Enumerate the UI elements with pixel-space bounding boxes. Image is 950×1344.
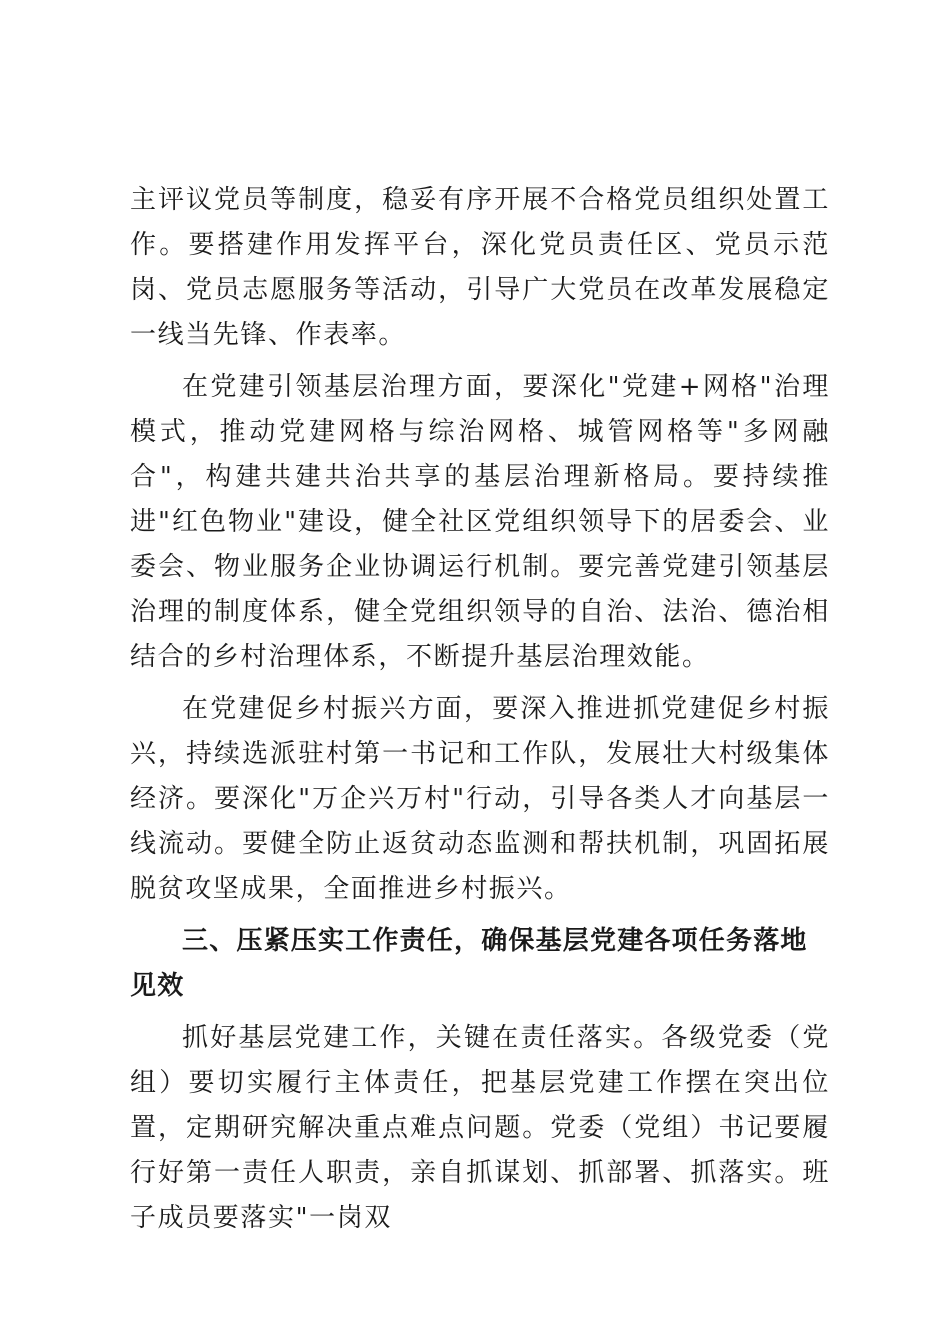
document-body [130, 178, 830, 1248]
section-heading: 三、压紧压实工作责任，确保基层党建各项任务落地见效 [130, 926, 808, 1001]
paragraph-responsibility: 抓好基层党建工作，关键在责任落实。各级党委（党组）要切实履行主体责任，把基层党建工作摆在突出位置，定期研究解决重点难点问题。党委（党组）书记要履行好第一责任人职责，亲自抓谋划、抓部署、抓落实。班子成员要落实"一岗双 [130, 1023, 830, 1233]
paragraph-grassroots-governance: 在党建引领基层治理方面，要深化"党建+网格"治理模式，推动党建网格与综治网格、城管网格等"多网融合"，构建共建共治共享的基层治理新格局。要持续推进"红色物业"建设，健全社区党组织领导下的居委会、业委会、物业服务企业协调运行机制。要完善党建引领基层治理的制度体系，健全党组织领导的自治、法治、德治相结合的乡村治理体系，不断提升基层治理效能。 [130, 372, 830, 672]
paragraph-rural-revitalization: 在党建促乡村振兴方面，要深入推进抓党建促乡村振兴，持续选派驻村第一书记和工作队，发展壮大村级集体经济。要深化"万企兴万村"行动，引导各类人才向基层一线流动。要健全防止返贫动态监测和帮扶机制，巩固拓展脱贫攻坚成果，全面推进乡村振兴。 [130, 694, 830, 904]
paragraph-continued: 主评议党员等制度，稳妥有序开展不合格党员组织处置工作。要搭建作用发挥平台，深化党员责任区、党员示范岗、党员志愿服务等活动，引导广大党员在改革发展稳定一线当先锋、作表率。 [130, 185, 830, 350]
